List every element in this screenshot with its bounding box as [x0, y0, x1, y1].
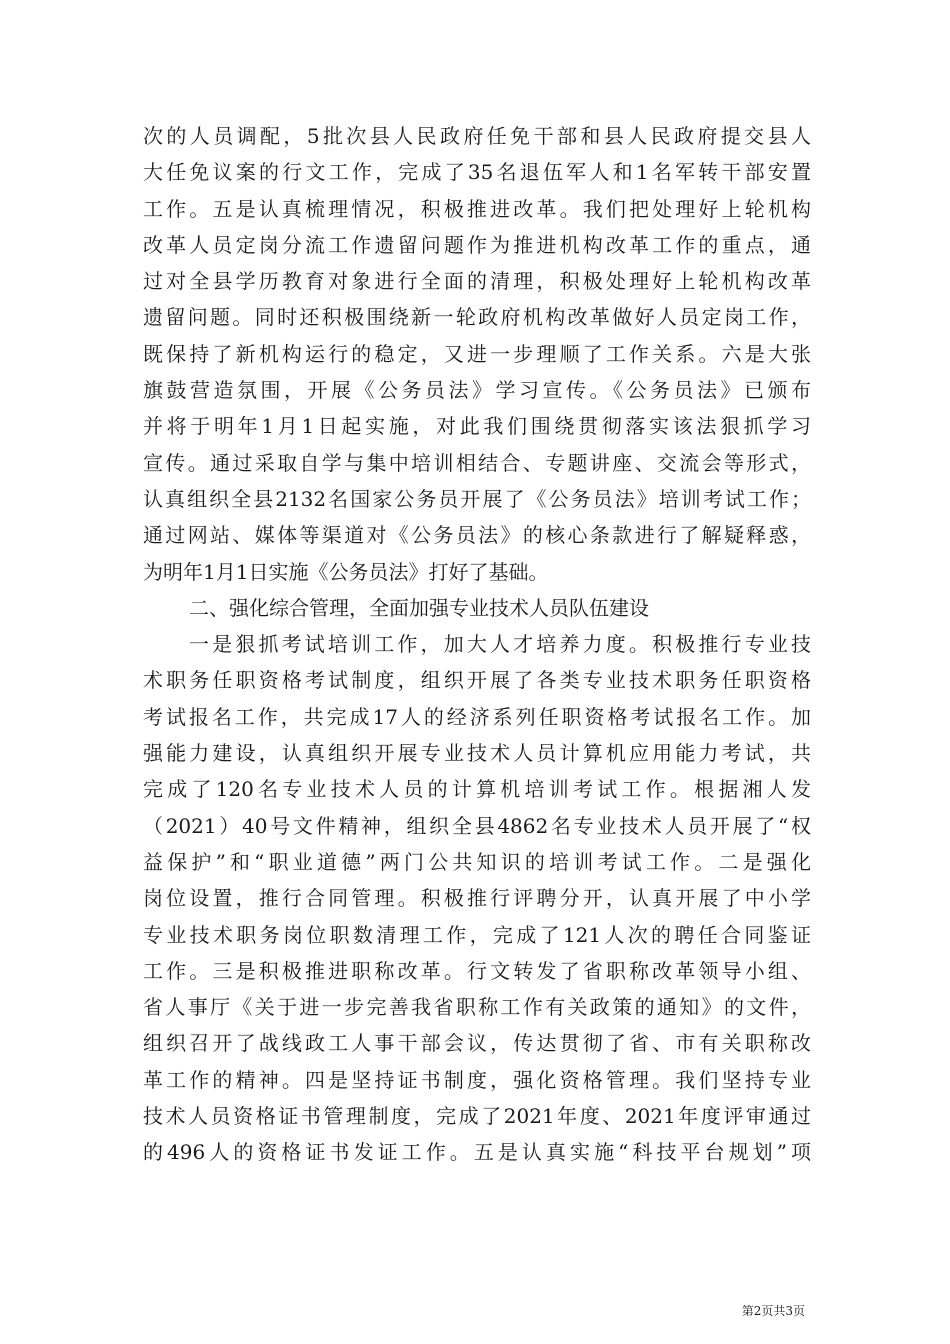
text-line: 既保持了新机构运行的稳定，又进一步理顺了工作关系。六是大张 [143, 341, 811, 366]
text-line: 工作。三是积极推进职称改革。行文转发了省职称改革领导小组、 [143, 958, 811, 983]
text-line: 大任免议案的行文工作，完成了35名退伍军人和1名军转干部安置 [143, 160, 811, 185]
text-line: 完成了120名专业技术人员的计算机培训考试工作。根据湘人发 [143, 777, 811, 802]
text-line: 宣传。通过采取自学与集中培训相结合、专题讲座、交流会等形式， [143, 450, 811, 475]
text-line: 省人事厅《关于进一步完善我省职称工作有关政策的通知》的文件， [143, 995, 811, 1020]
text-line: 遗留问题。同时还积极围绕新一轮政府机构改革做好人员定岗工作， [143, 305, 811, 330]
text-line: 过对全县学历教育对象进行全面的清理，积极处理好上轮机构改革 [143, 269, 811, 294]
text-line: 工作。五是认真梳理情况，积极推进改革。我们把处理好上轮机构 [143, 196, 811, 221]
text-line: 岗位设置，推行合同管理。积极推行评聘分开，认真开展了中小学 [143, 886, 811, 911]
text-line: 技术人员资格证书管理制度，完成了2021年度、2021年度评审通过 [143, 1104, 811, 1129]
text-line: 益保护”和“职业道德”两门公共知识的培训考试工作。二是强化 [143, 849, 811, 874]
text-line: 术职务任职资格考试制度，组织开展了各类专业技术职务任职资格 [143, 668, 811, 693]
text-line: 的496人的资格证书发证工作。五是认真实施“科技平台规划”项 [143, 1140, 811, 1165]
text-line: 通过网站、媒体等渠道对《公务员法》的核心条款进行了解疑释惑， [143, 523, 811, 548]
text-line: 考试报名工作，共完成17人的经济系列任职资格考试报名工作。加 [143, 704, 811, 729]
text-line: 革工作的精神。四是坚持证书制度，强化资格管理。我们坚持专业 [143, 1067, 811, 1092]
text-line: 次的人员调配，5批次县人民政府任免干部和县人民政府提交县人 [143, 124, 811, 148]
text-line: 并将于明年1月1日起实施，对此我们围绕贯彻落实该法狠抓学习 [143, 414, 811, 439]
body-text [143, 118, 811, 1171]
text-line: 组织召开了战线政工人事干部会议，传达贯彻了省、市有关职称改 [143, 1031, 811, 1056]
text-line: 认真组织全县2132名国家公务员开展了《公务员法》培训考试工作； [143, 486, 811, 511]
text-line: 强能力建设，认真组织开展专业技术人员计算机应用能力考试，共 [143, 741, 811, 766]
page-number-footer: 第2页共3页 [741, 1304, 805, 1318]
text-line: 一是狠抓考试培训工作，加大人才培养力度。积极推行专业技 [189, 632, 811, 657]
text-line: 为明年1月1日实施《公务员法》打好了基础。 [143, 559, 549, 584]
section-heading: 二、强化综合管理，全面加强专业技术人员队伍建设 [189, 595, 649, 620]
text-line: （2021）40号文件精神，组织全县4862名专业技术人员开展了“权 [143, 813, 811, 838]
text-line: 改革人员定岗分流工作遗留问题作为推进机构改革工作的重点，通 [143, 232, 811, 257]
text-line: 专业技术职务岗位职数清理工作，完成了121人次的聘任合同鉴证 [143, 922, 811, 947]
text-line: 旗鼓营造氛围，开展《公务员法》学习宣传。《公务员法》已颁布 [143, 378, 811, 403]
